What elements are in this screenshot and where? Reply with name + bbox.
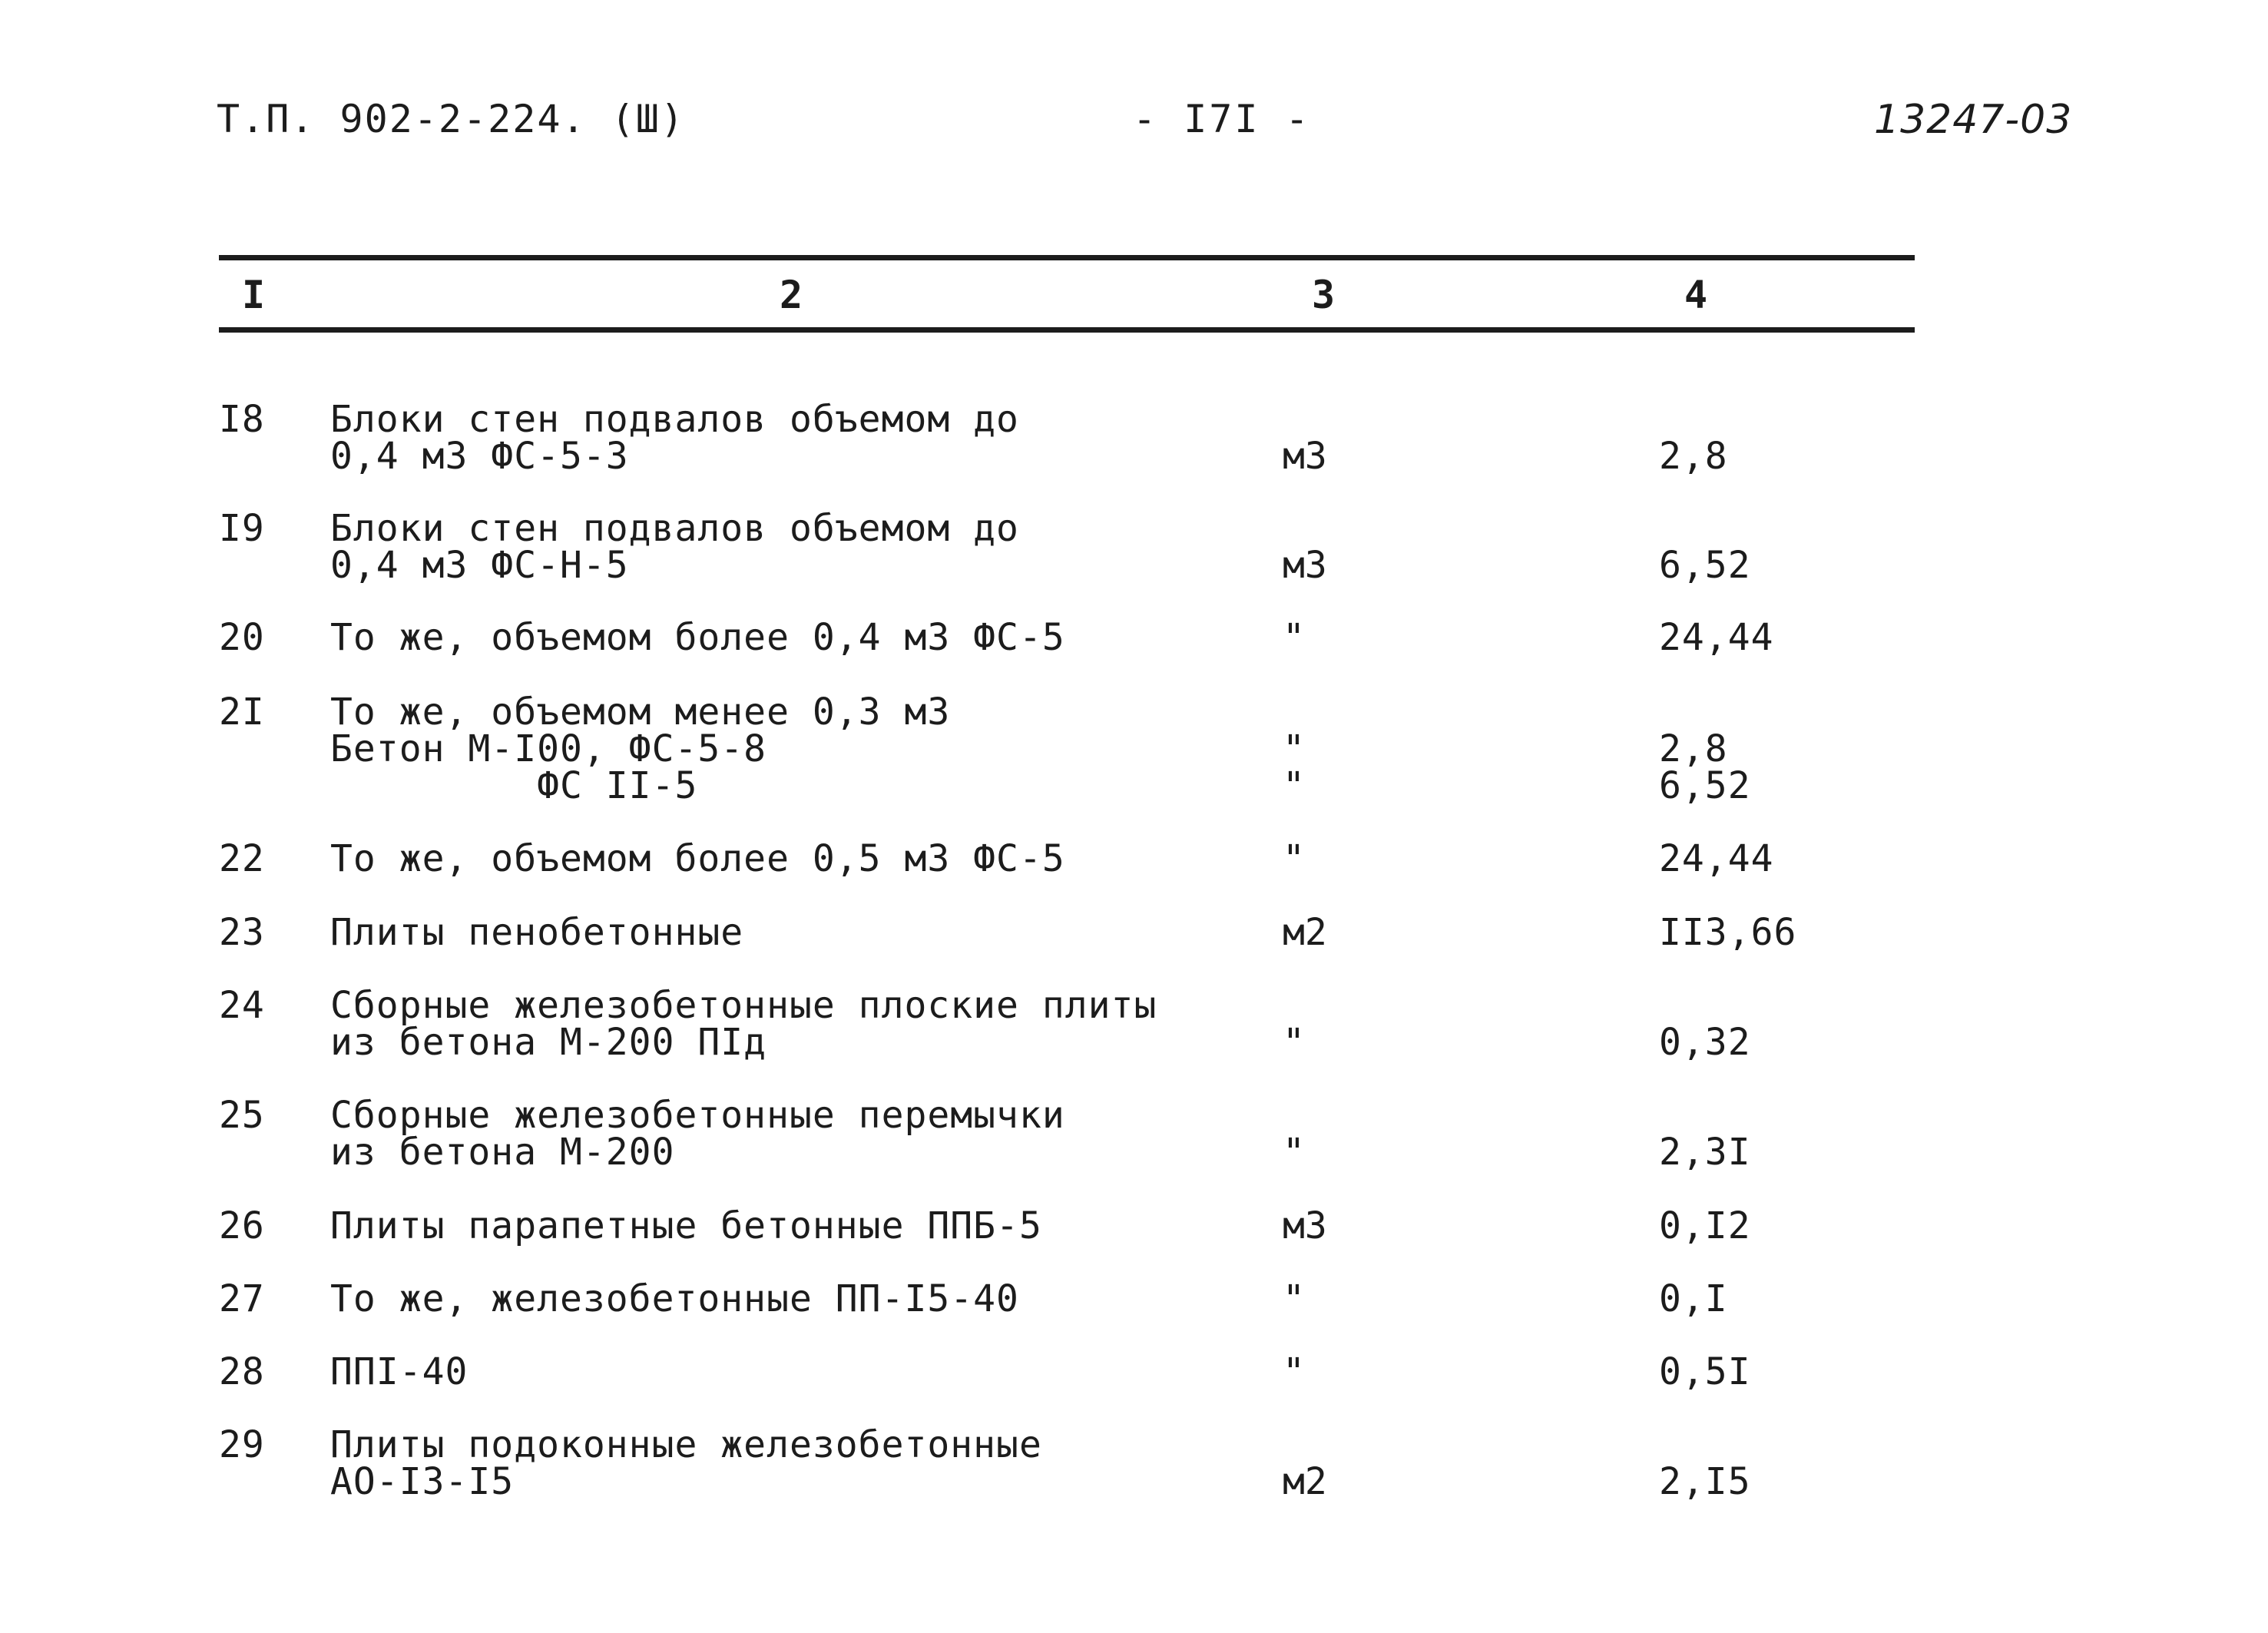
row-unit-line bbox=[1283, 510, 1327, 547]
row-unit-line bbox=[1283, 401, 1327, 438]
row-unit-line: " bbox=[1283, 616, 1305, 659]
row-unit-line: м2 bbox=[1283, 1460, 1327, 1503]
row-number: 23 bbox=[219, 911, 265, 954]
row-description-line: Сборные железобетонные плоские плиты bbox=[330, 984, 1157, 1027]
row-number: 26 bbox=[219, 1204, 265, 1247]
row-unit bbox=[1283, 987, 1305, 1064]
row-description-line: ФС II-5 bbox=[330, 764, 698, 807]
row-number: 29 bbox=[219, 1423, 265, 1466]
row-description-line: То же, объемом менее 0,3 м3 bbox=[330, 691, 951, 734]
row-description bbox=[330, 1277, 1019, 1320]
row-number: I9 bbox=[219, 507, 265, 550]
row-number: 25 bbox=[219, 1094, 265, 1137]
row-quantity-line: 0,I bbox=[1659, 1277, 1728, 1320]
row-quantity-line: 0,32 bbox=[1659, 1021, 1751, 1064]
row-unit-line: м3 bbox=[1283, 544, 1327, 587]
row-quantity bbox=[1659, 1426, 1751, 1503]
row-quantity-line: 2,8 bbox=[1659, 435, 1728, 478]
row-unit bbox=[1283, 1350, 1305, 1393]
row-quantity-line bbox=[1659, 1426, 1751, 1463]
row-unit bbox=[1283, 1204, 1327, 1247]
row-quantity-line: 24,44 bbox=[1659, 837, 1774, 880]
row-description-line: Плиты пенобетонные bbox=[330, 911, 744, 954]
row-number: 28 bbox=[219, 1350, 265, 1393]
row-unit bbox=[1283, 1277, 1305, 1320]
row-description-line: Сборные железобетонные перемычки bbox=[330, 1094, 1065, 1137]
row-unit bbox=[1283, 911, 1327, 954]
row-quantity-line: 6,52 bbox=[1659, 764, 1751, 807]
row-number: 24 bbox=[219, 984, 265, 1027]
row-number: 20 bbox=[219, 616, 265, 659]
row-unit-line: " bbox=[1283, 764, 1305, 807]
row-description bbox=[330, 1204, 1042, 1247]
row-quantity bbox=[1659, 401, 1728, 478]
row-unit-line bbox=[1283, 694, 1305, 730]
row-description-line: из бетона М-200 bbox=[330, 1131, 675, 1174]
row-number: 2I bbox=[219, 691, 265, 734]
row-quantity-line: 2,I5 bbox=[1659, 1460, 1751, 1503]
row-quantity-line bbox=[1659, 1097, 1751, 1134]
row-quantity bbox=[1659, 1350, 1751, 1393]
row-unit-line: м3 bbox=[1283, 435, 1327, 478]
column-header-3: 3 bbox=[1311, 273, 1336, 317]
row-description bbox=[330, 1350, 468, 1393]
row-unit bbox=[1283, 616, 1305, 659]
document-code: Т.П. 902-2-224. (Ш) bbox=[217, 97, 685, 141]
column-header-1: I bbox=[241, 273, 266, 317]
row-description-line: 0,4 м3 ФС-Н-5 bbox=[330, 544, 629, 587]
row-description-line: ППI-40 bbox=[330, 1350, 468, 1393]
table-top-rule bbox=[219, 255, 1915, 260]
column-header-2: 2 bbox=[779, 273, 803, 317]
row-quantity-line: 0,5I bbox=[1659, 1350, 1751, 1393]
row-description bbox=[330, 398, 1019, 478]
row-description-line: Плиты подоконные железобетонные bbox=[330, 1423, 1042, 1466]
row-unit-line bbox=[1283, 987, 1305, 1024]
row-quantity-line bbox=[1659, 510, 1751, 547]
row-quantity bbox=[1659, 694, 1751, 807]
row-unit-line bbox=[1283, 1097, 1305, 1134]
row-quantity bbox=[1659, 1204, 1751, 1247]
row-description-line: Блоки стен подвалов объемом до bbox=[330, 398, 1019, 441]
row-description-line: То же, железобетонные ПП-I5-40 bbox=[330, 1277, 1019, 1320]
row-description-line: АО-I3-I5 bbox=[330, 1460, 515, 1503]
row-quantity bbox=[1659, 837, 1774, 880]
row-number: I8 bbox=[219, 398, 265, 441]
row-quantity bbox=[1659, 987, 1751, 1064]
row-unit-line: " bbox=[1283, 837, 1305, 880]
row-quantity-line: 2,8 bbox=[1659, 727, 1728, 770]
row-quantity-line: II3,66 bbox=[1659, 911, 1797, 954]
row-quantity-line bbox=[1659, 401, 1728, 438]
row-description bbox=[330, 616, 1065, 659]
row-unit-line: м2 bbox=[1283, 911, 1327, 954]
row-unit-line bbox=[1283, 1426, 1327, 1463]
row-description bbox=[330, 1423, 1042, 1503]
page-number: - I7I - bbox=[1133, 97, 1311, 141]
row-description-line: То же, объемом более 0,5 м3 ФС-5 bbox=[330, 837, 1065, 880]
row-quantity-line: 2,3I bbox=[1659, 1131, 1751, 1174]
row-quantity-line: 0,I2 bbox=[1659, 1204, 1751, 1247]
row-description bbox=[330, 984, 1157, 1064]
row-description-line: Блоки стен подвалов объемом до bbox=[330, 507, 1019, 550]
row-description-line: 0,4 м3 ФС-5-3 bbox=[330, 435, 629, 478]
column-header-4: 4 bbox=[1684, 273, 1708, 317]
row-unit-line: м3 bbox=[1283, 1204, 1327, 1247]
row-description bbox=[330, 837, 1065, 880]
row-quantity-line: 6,52 bbox=[1659, 544, 1751, 587]
row-unit bbox=[1283, 837, 1305, 880]
row-description-line: Плиты парапетные бетонные ППБ-5 bbox=[330, 1204, 1042, 1247]
row-description bbox=[330, 691, 951, 807]
row-quantity bbox=[1659, 1097, 1751, 1174]
archive-number: 13247-03 bbox=[1874, 97, 2073, 143]
row-unit bbox=[1283, 694, 1305, 807]
row-unit bbox=[1283, 401, 1327, 478]
row-quantity bbox=[1659, 510, 1751, 587]
row-number: 22 bbox=[219, 837, 265, 880]
row-description bbox=[330, 1094, 1065, 1174]
row-description-line: Бетон М-I00, ФС-5-8 bbox=[330, 727, 767, 770]
row-unit-line: " bbox=[1283, 1131, 1305, 1174]
row-quantity bbox=[1659, 1277, 1728, 1320]
row-unit-line: " bbox=[1283, 1021, 1305, 1064]
row-description-line: из бетона М-200 ПIд bbox=[330, 1021, 767, 1064]
row-unit bbox=[1283, 1097, 1305, 1174]
row-description bbox=[330, 507, 1019, 587]
row-quantity-line: 24,44 bbox=[1659, 616, 1774, 659]
row-unit-line: " bbox=[1283, 1277, 1305, 1320]
row-unit-line: " bbox=[1283, 1350, 1305, 1393]
row-unit bbox=[1283, 1426, 1327, 1503]
row-quantity bbox=[1659, 911, 1797, 954]
row-number: 27 bbox=[219, 1277, 265, 1320]
row-quantity-line bbox=[1659, 694, 1751, 730]
row-quantity-line bbox=[1659, 987, 1751, 1024]
table-header-rule bbox=[219, 327, 1915, 333]
row-quantity bbox=[1659, 616, 1774, 659]
row-unit-line: " bbox=[1283, 727, 1305, 770]
row-description-line: То же, объемом более 0,4 м3 ФС-5 bbox=[330, 616, 1065, 659]
row-description bbox=[330, 911, 744, 954]
row-unit bbox=[1283, 510, 1327, 587]
